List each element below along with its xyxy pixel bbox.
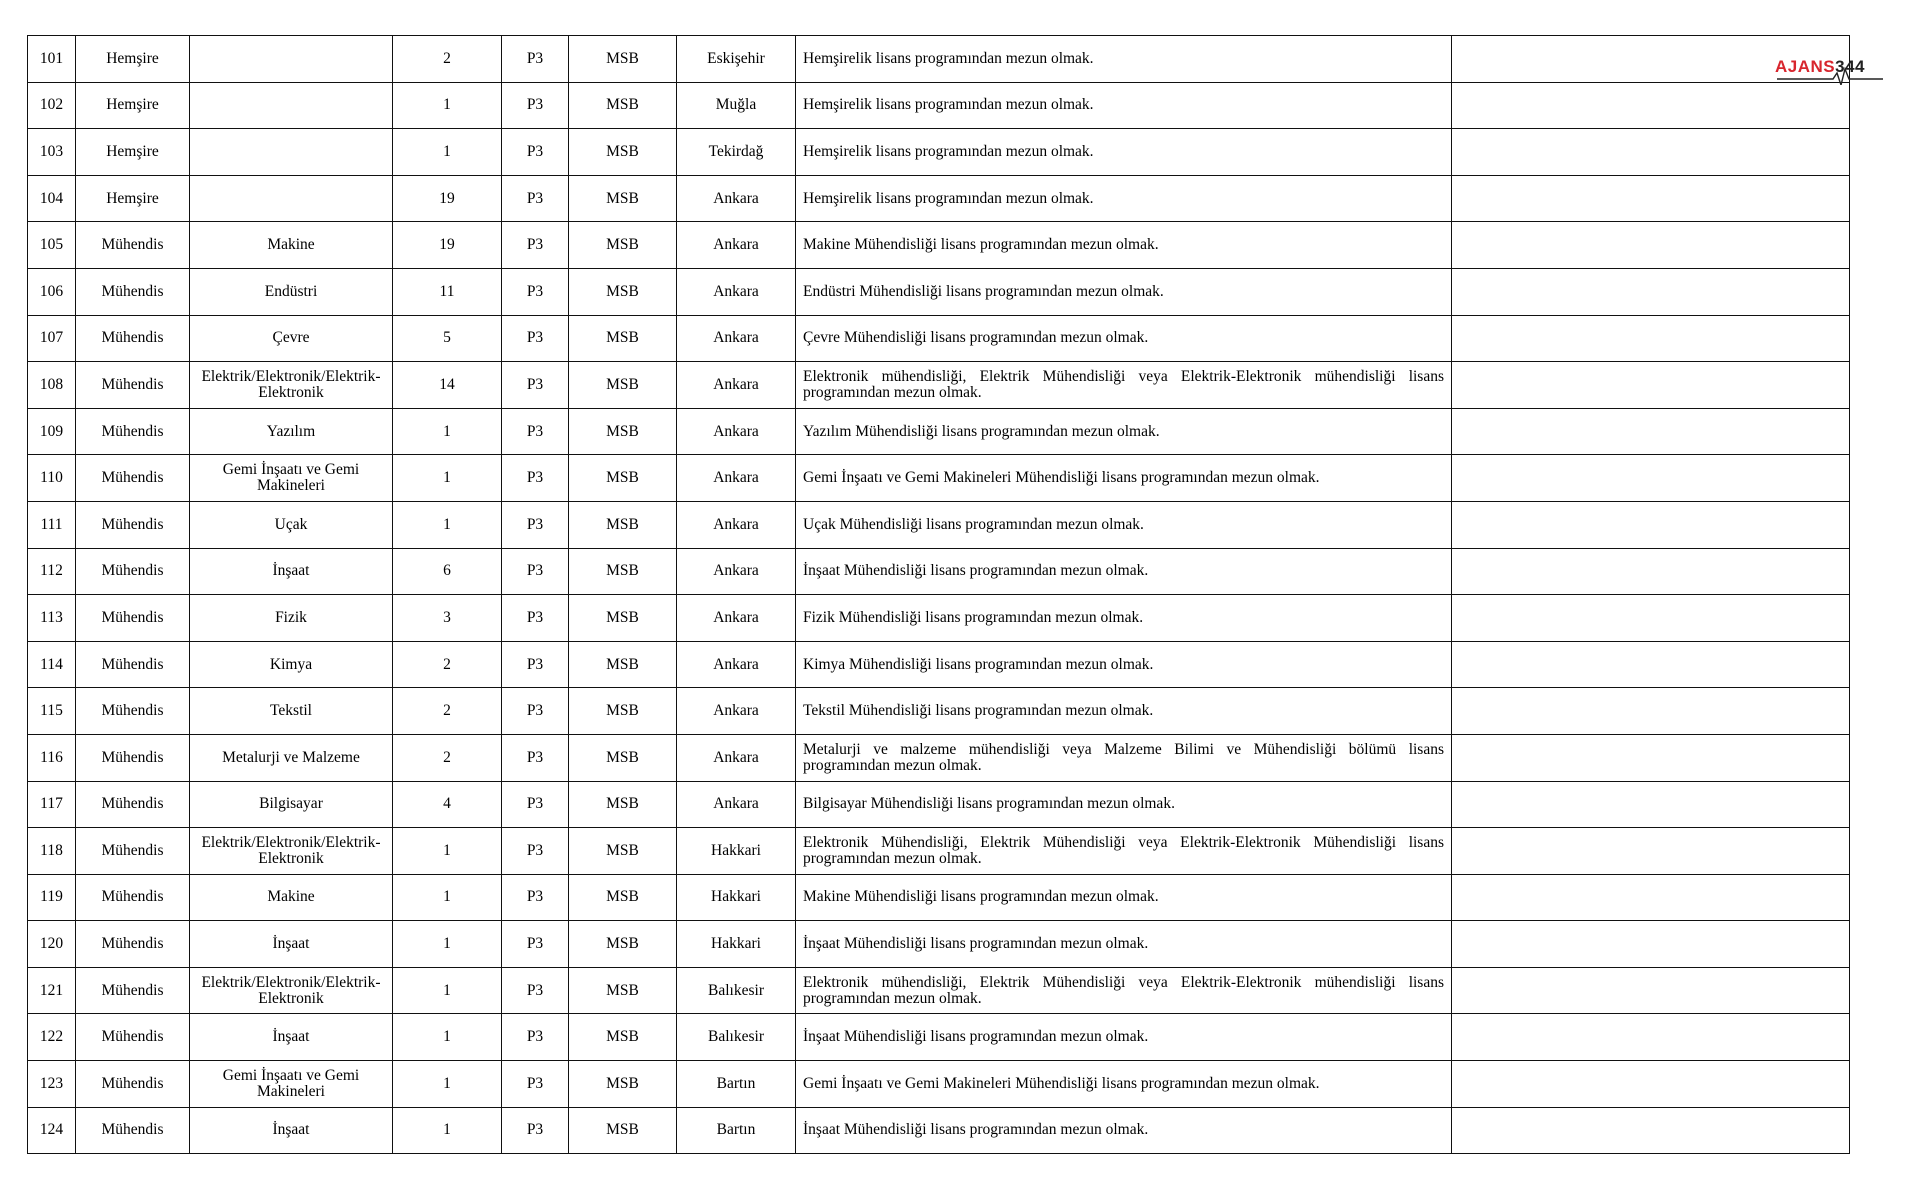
position-title: Mühendis: [76, 362, 190, 409]
institution: MSB: [569, 129, 677, 176]
kpss-type: P3: [502, 595, 569, 642]
table-row: [28, 1014, 1850, 1061]
position-title: Mühendis: [76, 548, 190, 595]
row-number: 110: [28, 455, 76, 502]
position-title: Mühendis: [76, 408, 190, 455]
requirement: Hemşirelik lisans programından mezun olmak.: [796, 175, 1452, 222]
requirement: Hemşirelik lisans programından mezun olmak.: [796, 82, 1452, 129]
row-number: 116: [28, 734, 76, 781]
quota-count: 1: [393, 129, 502, 176]
position-title: Mühendis: [76, 268, 190, 315]
position-title: Mühendis: [76, 967, 190, 1014]
department: İnşaat: [190, 548, 393, 595]
institution: MSB: [569, 175, 677, 222]
table-row: [28, 315, 1850, 362]
pulse-line-icon: [1775, 55, 1885, 85]
institution: MSB: [569, 967, 677, 1014]
department: [190, 129, 393, 176]
extra-notes: [1452, 455, 1850, 502]
requirement: Elektronik mühendisliği, Elektrik Mühendisliği veya Elektrik-Elektronik mühendisliği lisans programından mezun olmak.: [796, 362, 1452, 409]
requirement: Gemi İnşaatı ve Gemi Makineleri Mühendisliği lisans programından mezun olmak.: [796, 455, 1452, 502]
quota-count: 19: [393, 222, 502, 269]
position-title: Mühendis: [76, 1107, 190, 1154]
institution: MSB: [569, 268, 677, 315]
position-title: Mühendis: [76, 222, 190, 269]
row-number: 114: [28, 641, 76, 688]
extra-notes: [1452, 641, 1850, 688]
quota-count: 2: [393, 36, 502, 83]
department: Fizik: [190, 595, 393, 642]
city: Hakkari: [677, 874, 796, 921]
requirement: Makine Mühendisliği lisans programından mezun olmak.: [796, 222, 1452, 269]
extra-notes: [1452, 734, 1850, 781]
table-row: [28, 129, 1850, 176]
requirement: Elektronik Mühendisliği, Elektrik Mühendisliği veya Elektrik-Elektronik Mühendisliği lisans programından mezun olmak.: [796, 828, 1452, 875]
institution: MSB: [569, 734, 677, 781]
kpss-type: P3: [502, 828, 569, 875]
quota-count: 1: [393, 82, 502, 129]
requirement: Tekstil Mühendisliği lisans programından mezun olmak.: [796, 688, 1452, 735]
kpss-type: P3: [502, 967, 569, 1014]
quota-count: 1: [393, 1107, 502, 1154]
extra-notes: [1452, 408, 1850, 455]
table-row: [28, 967, 1850, 1014]
table-row: [28, 501, 1850, 548]
quota-count: 1: [393, 828, 502, 875]
row-number: 118: [28, 828, 76, 875]
row-number: 104: [28, 175, 76, 222]
extra-notes: [1452, 82, 1850, 129]
kpss-type: P3: [502, 781, 569, 828]
department: Elektrik/Elektronik/Elektrik-Elektronik: [190, 967, 393, 1014]
department: İnşaat: [190, 1014, 393, 1061]
department: Endüstri: [190, 268, 393, 315]
table-row: [28, 1107, 1850, 1154]
quota-count: 2: [393, 641, 502, 688]
quota-count: 1: [393, 1014, 502, 1061]
city: Muğla: [677, 82, 796, 129]
institution: MSB: [569, 362, 677, 409]
table-row: [28, 921, 1850, 968]
table-row: [28, 1061, 1850, 1108]
city: Ankara: [677, 688, 796, 735]
row-number: 109: [28, 408, 76, 455]
kpss-type: P3: [502, 175, 569, 222]
city: Tekirdağ: [677, 129, 796, 176]
institution: MSB: [569, 1107, 677, 1154]
city: Ankara: [677, 455, 796, 502]
institution: MSB: [569, 36, 677, 83]
department: Uçak: [190, 501, 393, 548]
position-title: Hemşire: [76, 129, 190, 176]
table-row: [28, 268, 1850, 315]
table-row: [28, 734, 1850, 781]
position-title: Mühendis: [76, 455, 190, 502]
row-number: 102: [28, 82, 76, 129]
kpss-type: P3: [502, 734, 569, 781]
institution: MSB: [569, 548, 677, 595]
quota-count: 1: [393, 967, 502, 1014]
row-number: 117: [28, 781, 76, 828]
extra-notes: [1452, 688, 1850, 735]
extra-notes: [1452, 129, 1850, 176]
institution: MSB: [569, 828, 677, 875]
quota-count: 5: [393, 315, 502, 362]
extra-notes: [1452, 1061, 1850, 1108]
quota-count: 1: [393, 501, 502, 548]
department: İnşaat: [190, 921, 393, 968]
table-row: [28, 175, 1850, 222]
requirement: Metalurji ve malzeme mühendisliği veya Malzeme Bilimi ve Mühendisliği bölümü lisans programından mezun olmak.: [796, 734, 1452, 781]
position-title: Hemşire: [76, 175, 190, 222]
quota-count: 6: [393, 548, 502, 595]
institution: MSB: [569, 1061, 677, 1108]
department: Gemi İnşaatı ve Gemi Makineleri: [190, 455, 393, 502]
institution: MSB: [569, 921, 677, 968]
requirement: Elektronik mühendisliği, Elektrik Mühendisliği veya Elektrik-Elektronik mühendisliği lisans programından mezun olmak.: [796, 967, 1452, 1014]
logo-part-a: AJANS: [1775, 57, 1836, 76]
kpss-type: P3: [502, 688, 569, 735]
row-number: 105: [28, 222, 76, 269]
row-number: 103: [28, 129, 76, 176]
extra-notes: [1452, 362, 1850, 409]
position-table: [27, 35, 1850, 1154]
row-number: 106: [28, 268, 76, 315]
city: Ankara: [677, 362, 796, 409]
institution: MSB: [569, 222, 677, 269]
city: Ankara: [677, 222, 796, 269]
city: Ankara: [677, 315, 796, 362]
quota-count: 14: [393, 362, 502, 409]
extra-notes: [1452, 548, 1850, 595]
position-title: Mühendis: [76, 781, 190, 828]
row-number: 115: [28, 688, 76, 735]
row-number: 101: [28, 36, 76, 83]
requirement: Hemşirelik lisans programından mezun olmak.: [796, 129, 1452, 176]
institution: MSB: [569, 595, 677, 642]
institution: MSB: [569, 688, 677, 735]
row-number: 124: [28, 1107, 76, 1154]
row-number: 113: [28, 595, 76, 642]
quota-count: 2: [393, 734, 502, 781]
requirement: İnşaat Mühendisliği lisans programından mezun olmak.: [796, 1014, 1452, 1061]
extra-notes: [1452, 1014, 1850, 1061]
row-number: 107: [28, 315, 76, 362]
position-title: Mühendis: [76, 688, 190, 735]
kpss-type: P3: [502, 408, 569, 455]
city: Balıkesir: [677, 1014, 796, 1061]
row-number: 120: [28, 921, 76, 968]
institution: MSB: [569, 82, 677, 129]
position-title: Mühendis: [76, 641, 190, 688]
city: Ankara: [677, 548, 796, 595]
extra-notes: [1452, 595, 1850, 642]
kpss-type: P3: [502, 501, 569, 548]
requirement: Çevre Mühendisliği lisans programından mezun olmak.: [796, 315, 1452, 362]
department: Tekstil: [190, 688, 393, 735]
watermark-logo: [1775, 55, 1885, 85]
position-title: Mühendis: [76, 1014, 190, 1061]
extra-notes: [1452, 315, 1850, 362]
quota-count: 1: [393, 921, 502, 968]
extra-notes: [1452, 268, 1850, 315]
table-row: [28, 781, 1850, 828]
city: Hakkari: [677, 828, 796, 875]
city: Ankara: [677, 734, 796, 781]
kpss-type: P3: [502, 1014, 569, 1061]
city: Ankara: [677, 501, 796, 548]
city: Ankara: [677, 268, 796, 315]
requirement: İnşaat Mühendisliği lisans programından mezun olmak.: [796, 1107, 1452, 1154]
city: Ankara: [677, 408, 796, 455]
city: Eskişehir: [677, 36, 796, 83]
institution: MSB: [569, 408, 677, 455]
requirement: Fizik Mühendisliği lisans programından mezun olmak.: [796, 595, 1452, 642]
row-number: 108: [28, 362, 76, 409]
quota-count: 3: [393, 595, 502, 642]
institution: MSB: [569, 874, 677, 921]
position-title: Hemşire: [76, 82, 190, 129]
extra-notes: [1452, 921, 1850, 968]
extra-notes: [1452, 828, 1850, 875]
row-number: 111: [28, 501, 76, 548]
logo-part-b: 344: [1835, 57, 1865, 76]
city: Hakkari: [677, 921, 796, 968]
table-row: [28, 408, 1850, 455]
quota-count: 1: [393, 1061, 502, 1108]
city: Ankara: [677, 641, 796, 688]
kpss-type: P3: [502, 548, 569, 595]
department: Makine: [190, 222, 393, 269]
position-title: Mühendis: [76, 595, 190, 642]
table-row: [28, 641, 1850, 688]
extra-notes: [1452, 222, 1850, 269]
quota-count: 11: [393, 268, 502, 315]
kpss-type: P3: [502, 921, 569, 968]
quota-count: 19: [393, 175, 502, 222]
city: Ankara: [677, 175, 796, 222]
institution: MSB: [569, 1014, 677, 1061]
position-title: Mühendis: [76, 921, 190, 968]
requirement: Uçak Mühendisliği lisans programından mezun olmak.: [796, 501, 1452, 548]
position-title: Mühendis: [76, 828, 190, 875]
table-row: [28, 82, 1850, 129]
table-row: [28, 36, 1850, 83]
institution: MSB: [569, 501, 677, 548]
quota-count: 1: [393, 874, 502, 921]
quota-count: 2: [393, 688, 502, 735]
institution: MSB: [569, 781, 677, 828]
requirement: İnşaat Mühendisliği lisans programından mezun olmak.: [796, 921, 1452, 968]
department: Yazılım: [190, 408, 393, 455]
table-row: [28, 874, 1850, 921]
row-number: 121: [28, 967, 76, 1014]
department: Kimya: [190, 641, 393, 688]
institution: MSB: [569, 455, 677, 502]
extra-notes: [1452, 874, 1850, 921]
extra-notes: [1452, 1107, 1850, 1154]
requirement: Makine Mühendisliği lisans programından mezun olmak.: [796, 874, 1452, 921]
city: Bartın: [677, 1107, 796, 1154]
table-row: [28, 222, 1850, 269]
table-row: [28, 688, 1850, 735]
table-body: [28, 36, 1850, 1154]
requirement: Yazılım Mühendisliği lisans programından mezun olmak.: [796, 408, 1452, 455]
kpss-type: P3: [502, 82, 569, 129]
department: Bilgisayar: [190, 781, 393, 828]
city: Bartın: [677, 1061, 796, 1108]
kpss-type: P3: [502, 222, 569, 269]
requirement: İnşaat Mühendisliği lisans programından mezun olmak.: [796, 548, 1452, 595]
quota-count: 4: [393, 781, 502, 828]
row-number: 119: [28, 874, 76, 921]
position-title: Hemşire: [76, 36, 190, 83]
extra-notes: [1452, 781, 1850, 828]
department: Elektrik/Elektronik/Elektrik-Elektronik: [190, 828, 393, 875]
table-row: [28, 455, 1850, 502]
department: Çevre: [190, 315, 393, 362]
kpss-type: P3: [502, 455, 569, 502]
position-title: Mühendis: [76, 315, 190, 362]
row-number: 122: [28, 1014, 76, 1061]
requirement: Gemi İnşaatı ve Gemi Makineleri Mühendisliği lisans programından mezun olmak.: [796, 1061, 1452, 1108]
department: Gemi İnşaatı ve Gemi Makineleri: [190, 1061, 393, 1108]
requirement: Bilgisayar Mühendisliği lisans programından mezun olmak.: [796, 781, 1452, 828]
quota-count: 1: [393, 455, 502, 502]
department: [190, 82, 393, 129]
kpss-type: P3: [502, 36, 569, 83]
city: Balıkesir: [677, 967, 796, 1014]
quota-count: 1: [393, 408, 502, 455]
position-title: Mühendis: [76, 734, 190, 781]
kpss-type: P3: [502, 268, 569, 315]
city: Ankara: [677, 595, 796, 642]
position-title: Mühendis: [76, 501, 190, 548]
table-row: [28, 595, 1850, 642]
institution: MSB: [569, 315, 677, 362]
position-title: Mühendis: [76, 1061, 190, 1108]
department: [190, 175, 393, 222]
kpss-type: P3: [502, 362, 569, 409]
extra-notes: [1452, 175, 1850, 222]
city: Ankara: [677, 781, 796, 828]
table-row: [28, 362, 1850, 409]
institution: MSB: [569, 641, 677, 688]
requirement: Hemşirelik lisans programından mezun olmak.: [796, 36, 1452, 83]
kpss-type: P3: [502, 874, 569, 921]
department: İnşaat: [190, 1107, 393, 1154]
kpss-type: P3: [502, 315, 569, 362]
kpss-type: P3: [502, 641, 569, 688]
requirement: Endüstri Mühendisliği lisans programından mezun olmak.: [796, 268, 1452, 315]
table-row: [28, 828, 1850, 875]
kpss-type: P3: [502, 129, 569, 176]
department: Elektrik/Elektronik/Elektrik-Elektronik: [190, 362, 393, 409]
requirement: Kimya Mühendisliği lisans programından mezun olmak.: [796, 641, 1452, 688]
department: Makine: [190, 874, 393, 921]
kpss-type: P3: [502, 1107, 569, 1154]
row-number: 112: [28, 548, 76, 595]
department: [190, 36, 393, 83]
row-number: 123: [28, 1061, 76, 1108]
table-row: [28, 548, 1850, 595]
extra-notes: [1452, 501, 1850, 548]
department: Metalurji ve Malzeme: [190, 734, 393, 781]
position-title: Mühendis: [76, 874, 190, 921]
extra-notes: [1452, 967, 1850, 1014]
kpss-type: P3: [502, 1061, 569, 1108]
